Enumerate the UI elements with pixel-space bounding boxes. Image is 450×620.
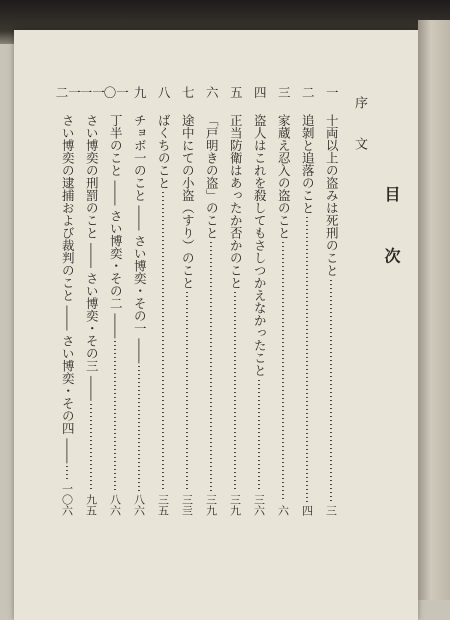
toc-entry-page: 八六 (108, 494, 122, 516)
toc-entry (154, 86, 172, 516)
toc-entry-text: 丁半のこと ―― さい博奕・その二 ―― (108, 114, 124, 339)
toc-entry (202, 86, 220, 516)
toc-entry-page: 三亖 (180, 494, 194, 516)
toc-dot-leader (66, 466, 68, 480)
toc-entry (178, 86, 196, 516)
toc-entry-page: 三九 (228, 494, 242, 516)
toc-entry-number: 四 (252, 86, 268, 101)
toc-dot-leader (282, 242, 284, 502)
toc-entry-text: 十両以上の盗みは死刑のこと (324, 114, 340, 277)
toc-entry-page: 八六 (132, 494, 146, 516)
toc-entry (250, 86, 268, 516)
toc-entry-page: 一〇六 (60, 483, 74, 516)
toc-entry-number: 二 (300, 86, 316, 101)
toc-entry (78, 86, 106, 516)
toc-entry-number: 一二 (54, 86, 82, 101)
toc-dot-leader (162, 192, 164, 491)
toc-dot-leader (90, 404, 92, 491)
toc-dot-leader (114, 341, 116, 491)
toc-entry-text: 「戸明きの盗」のこと (204, 114, 220, 239)
toc-entry-text: ばくちのこと (156, 114, 172, 189)
toc-dot-leader (138, 366, 140, 491)
toc-entry-number: 七 (180, 86, 196, 101)
toc-entry-text: 正当防衛はあったか否かのこと (228, 114, 244, 289)
toc-preface: 序 文 (352, 96, 367, 163)
toc-entry-number: 一一 (78, 86, 106, 101)
toc-dot-leader (210, 242, 212, 491)
toc-entry-page: 三九 (204, 494, 218, 516)
toc-entry-number: 三 (276, 86, 292, 101)
toc-entry (322, 86, 340, 516)
page-edge (418, 20, 450, 600)
toc-dot-leader (306, 217, 308, 502)
toc-entry-text: 追剝と追落のこと (300, 114, 316, 214)
toc-entry (226, 86, 244, 516)
toc-entry-text: 家蔵え忍入の盗のこと (276, 114, 292, 239)
toc-entry-number: 一 (324, 86, 340, 101)
toc-entry-number: 一〇 (102, 86, 130, 101)
toc-entry-text: 途中にての小盗（すり）のこと (180, 114, 196, 289)
toc-entry-page: 三五 (156, 494, 170, 516)
toc-entry-page: 六 (276, 505, 290, 516)
toc-entry-page: 三六 (252, 494, 266, 516)
toc-entry-page: 九五 (84, 494, 98, 516)
toc-title: 目 次 (382, 186, 401, 284)
toc-entry-text: 盗人はこれを殺してもさしつかえなかったこと (252, 114, 268, 377)
toc-dot-leader (330, 280, 332, 503)
toc-entry (54, 86, 82, 516)
toc-entry-number: 五 (228, 86, 244, 101)
toc-dot-leader (234, 292, 236, 491)
toc-dot-leader (186, 292, 188, 491)
toc-entry-text: チョボ一のこと ―― さい博奕・その一 ―― (132, 114, 148, 364)
toc-entry (130, 86, 148, 516)
toc-entry-page: 四 (300, 505, 314, 516)
toc-entry-text: さい博奕の逮捕および裁判のこと ―― さい博奕・その四 ―― (60, 114, 76, 464)
toc-entry-page: 三 (324, 505, 338, 516)
toc-entry-number: 八 (156, 86, 172, 101)
toc-entry-number: 六 (204, 86, 220, 101)
toc-dot-leader (258, 380, 260, 492)
toc-entry (274, 86, 292, 516)
toc-entry-text: さい博奕の刑罰のこと ―― さい博奕・その三 ―― (84, 114, 100, 401)
toc-entry-number: 九 (132, 86, 148, 101)
toc-entry (102, 86, 130, 516)
toc-entry (298, 86, 316, 516)
